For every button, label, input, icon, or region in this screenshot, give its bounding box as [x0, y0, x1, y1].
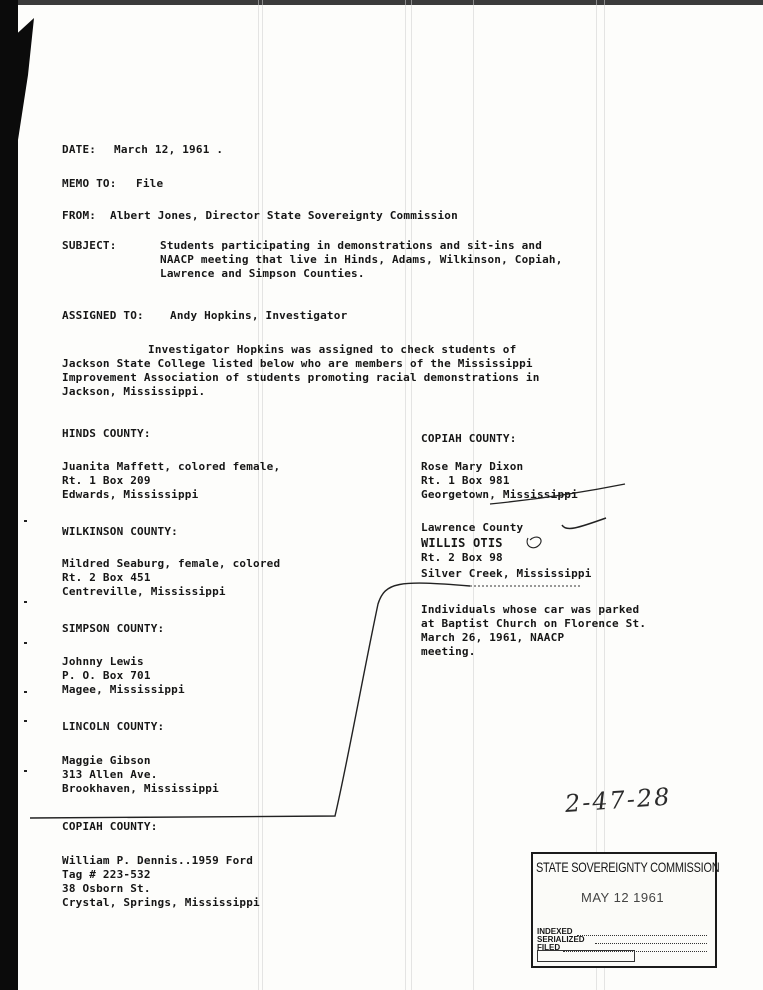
subject-line: NAACP meeting that live in Hinds, Adams, Wilkinson, Copiah,	[160, 253, 563, 266]
address-line: Johnny Lewis	[62, 655, 144, 668]
address-line: Brookhaven, Mississippi	[62, 782, 219, 795]
memo-to-value: File	[136, 177, 164, 190]
address-line: Rt. 2 Box 451	[62, 571, 151, 584]
body-line: Jackson State College listed below who are members of the Mississippi	[62, 357, 533, 370]
address-line: 38 Osborn St.	[62, 882, 151, 895]
county-heading: COPIAH COUNTY:	[62, 820, 158, 833]
address-line: Edwards, Mississippi	[62, 488, 199, 501]
received-stamp	[531, 852, 720, 968]
from-label: FROM:	[62, 209, 97, 222]
county-heading: Lawrence County	[421, 521, 524, 534]
address-line: Silver Creek, Mississippi	[421, 567, 592, 580]
county-heading: SIMPSON COUNTY:	[62, 622, 165, 635]
memo-to-label: MEMO TO:	[62, 177, 117, 190]
stamp-indexed-label: INDEXED	[537, 927, 573, 936]
stamp-indexed-line	[577, 935, 707, 936]
county-heading: HINDS COUNTY:	[62, 427, 151, 440]
stamp-serialized-line	[595, 943, 707, 944]
body-line: Jackson, Mississippi.	[62, 385, 206, 398]
body-line: Investigator Hopkins was assigned to check students of	[148, 343, 517, 356]
address-line: Georgetown, Mississippi	[421, 488, 578, 501]
assigned-label: ASSIGNED TO:	[62, 309, 144, 322]
address-line: Centreville, Mississippi	[62, 585, 226, 598]
address-line: Magee, Mississippi	[62, 683, 185, 696]
address-line: Tag # 223-532	[62, 868, 151, 881]
county-heading: LINCOLN COUNTY:	[62, 720, 165, 733]
date-value: March 12, 1961 .	[114, 143, 224, 156]
address-line: Rt. 1 Box 209	[62, 474, 151, 487]
address-line: Maggie Gibson	[62, 754, 151, 767]
address-line: William P. Dennis..1959 Ford	[62, 854, 254, 867]
assigned-value: Andy Hopkins, Investigator	[170, 309, 348, 322]
address-line: WILLIS OTIS	[421, 536, 503, 550]
address-line: Crystal, Springs, Mississippi	[62, 896, 260, 909]
subject-line: Students participating in demonstrations and sit-ins and	[160, 239, 543, 252]
stamp-title: STATE SOVEREIGNTY COMMISSION	[536, 859, 720, 875]
date-label: DATE:	[62, 143, 97, 156]
address-line: Juanita Maffett, colored female,	[62, 460, 281, 473]
stamp-date: MAY 12 1961	[581, 890, 665, 905]
address-line: Rose Mary Dixon	[421, 460, 524, 473]
address-line: 313 Allen Ave.	[62, 768, 158, 781]
file-number: 2-47-28	[564, 782, 673, 818]
subject-line: Lawrence and Simpson Counties.	[160, 267, 365, 280]
note-line: at Baptist Church on Florence St.	[421, 617, 647, 630]
stamp-filed-label: FILED	[537, 943, 561, 952]
address-line: P. O. Box 701	[62, 669, 151, 682]
address-line: Rt. 2 Box 98	[421, 551, 503, 564]
note-line: March 26, 1961, NAACP	[421, 631, 565, 644]
county-heading: COPIAH COUNTY:	[421, 432, 517, 445]
stamp-box	[537, 950, 635, 962]
stamp-serialized-label: SERIALIZED	[537, 935, 585, 944]
address-line: Rt. 1 Box 981	[421, 474, 510, 487]
address-line: Mildred Seaburg, female, colored	[62, 557, 281, 570]
note-line: meeting.	[421, 645, 476, 658]
from-value: Albert Jones, Director State Sovereignty Commission	[110, 209, 458, 222]
subject-label: SUBJECT:	[62, 239, 117, 252]
note-line: Individuals whose car was parked	[421, 603, 640, 616]
county-heading: WILKINSON COUNTY:	[62, 525, 178, 538]
body-line: Improvement Association of students promoting racial demonstrations in	[62, 371, 540, 384]
